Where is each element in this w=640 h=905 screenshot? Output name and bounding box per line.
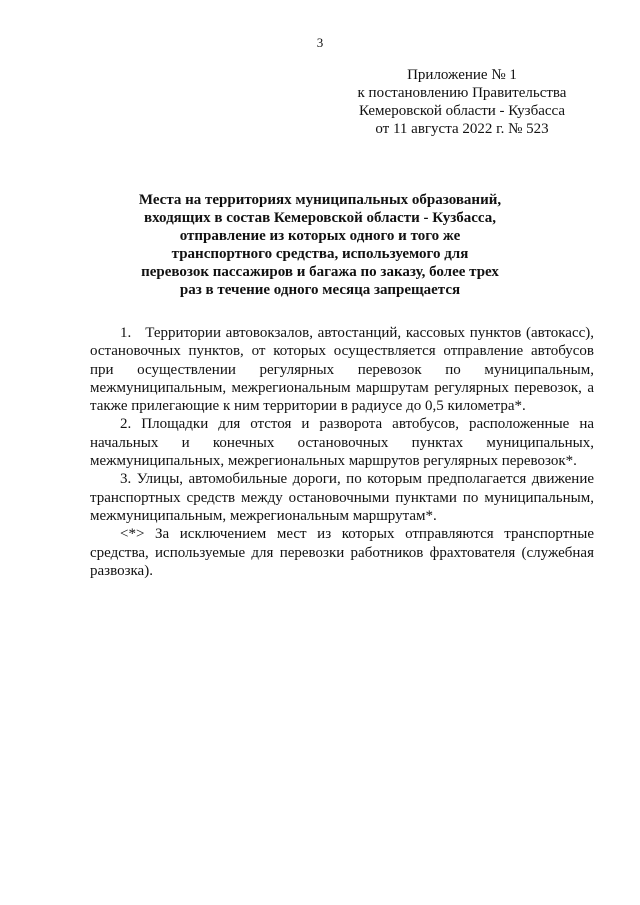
footnote bbox=[90, 525, 594, 580]
list-item-3 bbox=[90, 470, 594, 525]
appendix-line-4: от 11 августа 2022 г. № 523 bbox=[375, 121, 549, 137]
title-line-6: раз в течение одного месяца запрещается bbox=[179, 282, 461, 298]
title-line-2: входящих в состав Кемеровской области - Кузбасса, bbox=[144, 210, 496, 226]
footnote-marker: <*> bbox=[120, 526, 145, 543]
title-line-1: Места на территориях муниципальных образований, bbox=[138, 192, 502, 208]
footnote-text: За исключением мест из которых отправляются транспортные средства, используемые для перевозки работников фрахтователя (служебная развозка). bbox=[90, 526, 595, 579]
document-title bbox=[120, 191, 520, 299]
item-text: Площадки для отстоя и разворота автобусов, расположенные на начальных и конечных остановочных пунктах муниципальных, межмуниципальных, межрегиональных маршрутов регулярных перевозок*. bbox=[90, 416, 595, 470]
title-line-3: отправление из которых одного и того же bbox=[179, 228, 461, 244]
item-text: Улицы, автомобильные дороги, по которым предполагается движение транспортных средств между остановочными пунктами по муниципальным, межмуниципальным, межрегиональным маршрутам*. bbox=[90, 471, 595, 524]
appendix-line-1: Приложение № 1 bbox=[407, 67, 517, 83]
appendix-line-2: к постановлению Правительства bbox=[357, 85, 567, 101]
item-number: 2. bbox=[120, 416, 132, 433]
item-text: Территории автовокзалов, автостанций, кассовых пунктов (автокасс), остановочных пунктов, от которых осуществляется отправление автобусов при осуществлении регулярных перевозок по муниципальным, межмуниципальным, межрегиональным маршрутам регулярных перевозок, а также прилегающие к ним территории в радиусе до 0,5 километра*. bbox=[90, 325, 594, 415]
title-line-4: транспортного средства, используемого для bbox=[171, 246, 469, 262]
appendix-line-3: Кемеровской области - Кузбасса bbox=[358, 103, 566, 119]
page-number: 3 bbox=[316, 35, 324, 50]
item-number: 1. bbox=[120, 325, 132, 341]
list-item-1 bbox=[90, 324, 594, 415]
document-body bbox=[90, 324, 594, 580]
appendix-header bbox=[330, 66, 594, 138]
item-number: 3. bbox=[120, 471, 132, 488]
title-line-5: перевозок пассажиров и багажа по заказу, более трех bbox=[141, 264, 499, 280]
list-item-2 bbox=[90, 415, 594, 470]
